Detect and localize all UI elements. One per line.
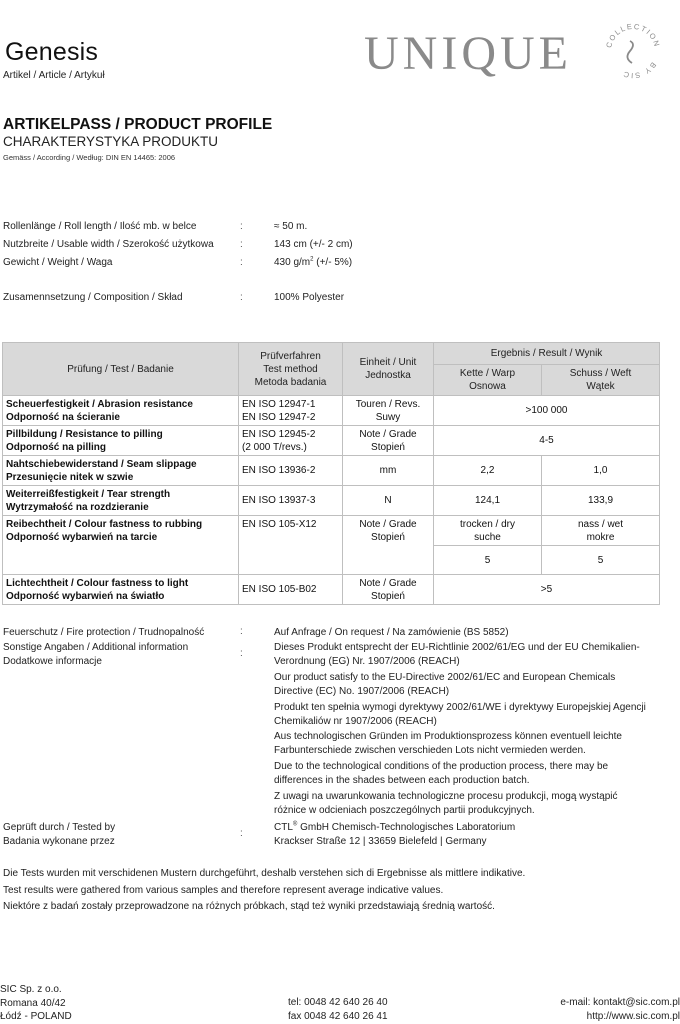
additional-info-paragraph: Due to the technological conditions of the production process, there may be differences in the shades between each production batch. [274,761,609,786]
fire-protection-label: Feuerschutz / Fire protection / Trudnopalność [3,627,205,638]
header-result: Ergebnis / Result / Wynik [434,343,660,365]
test-result-wet: 5 [542,546,660,575]
additional-info-paragraph: Z uwagi na uwarunkowania technologiczne procesu produkcji, mogą wystąpić różnice w odcieniach poszczególnych partii produkcyjnych. [274,791,618,816]
footer-contact [560,996,680,1023]
footer-company: SIC Sp. z o.o. [0,984,62,995]
test-name: Nahtschiebewiderstand / Seam slippage Przesunięcie nitek w szwie [3,456,239,486]
additional-info-paragraph: Our product satisfy to the EU-Directive 2002/61/EC and European Chemicals Directive (EC) No. 1907/2006 (REACH) [274,672,616,697]
test-name: Scheuerfestigkeit / Abrasion resistance Odporność na ścieranie [3,396,239,426]
svg-text:COLLECTION: COLLECTION [604,21,662,49]
brand-logo [362,21,662,90]
property-label: Nutzbreite / Usable width / Szerokość użytkowa [3,239,214,250]
property-label: Zusamennsetzung / Composition / Skład [3,292,183,303]
fire-protection-value: Auf Anfrage / On request / Na zamówienie (BS 5852) [274,627,509,638]
additional-info-paragraph: Dieses Produkt entsprecht der EU-Richtlinie 2002/61/EG und der EU Chemikalien- Verordnung (EG) Nr. 1907/2006 (REACH) [274,642,640,667]
property-value: 100% Polyester [274,292,345,303]
footer-address [0,983,72,1024]
header-test: Prüfung / Test / Badanie [3,343,239,396]
svg-text:BY SIC: BY SIC [621,60,659,81]
additional-info-label: Sonstige Angaben / Additional information [3,642,189,653]
table-row [3,396,660,426]
test-method: EN ISO 13937-3 [239,486,343,516]
test-condition-wet: nass / wet mokre [542,516,660,546]
test-unit: N [343,486,434,516]
footer-street: Romana 40/42 [0,997,66,1009]
test-unit: Note / Grade Stopień [343,516,434,575]
test-result: 4-5 [434,426,660,456]
footer-fax: fax 0048 42 640 26 41 [288,1010,388,1022]
test-results-table [2,342,660,605]
brand-wordmark: UNIQUE [364,27,572,80]
footer-email-link[interactable]: e-mail: kontakt@sic.com.pl [560,997,680,1008]
test-result-weft: 1,0 [542,456,660,486]
property-label: Rollenlänge / Roll length / Ilość mb. w belce [3,221,197,232]
test-result: >5 [434,575,660,605]
test-result: >100 000 [434,396,660,426]
additional-info-paragraph: Produkt ten spełnia wymogi dyrektywy 2002/61/WE i dyrektywy Europejskiej Agencji Chemikaliów nr 1907/2006 (REACH) [274,702,646,727]
test-result-dry: 5 [434,546,542,575]
test-method: EN ISO 12945-2 (2 000 T/revs.) [239,426,343,456]
test-unit: Touren / Revs. Suwy [343,396,434,426]
note-pl: Niektóre z badań zostały przeprowadzone na różnych próbkach, stąd też wyniki przedstawiają średnią wartość. [3,901,495,912]
test-result-warp: 124,1 [434,486,542,516]
table-row [3,456,660,486]
table-row [3,516,660,546]
collection-by-sic-ring-icon [602,20,664,82]
header-method: Prüfverfahren Test method Metoda badania [239,343,343,396]
test-name: Weiterreißfestigkeit / Tear strength Wytrzymałość na rozdzieranie [3,486,239,516]
test-method: EN ISO 13936-2 [239,456,343,486]
header-unit: Einheit / Unit Jednostka [343,343,434,396]
test-name: Pillbildung / Resistance to pilling Odporność na pilling [3,426,239,456]
test-condition-dry: trocken / dry suche [434,516,542,546]
test-unit: Note / Grade Stopień [343,426,434,456]
footer-website-link[interactable]: http://www.sic.com.pl [586,1010,680,1022]
article-label: Artikel / Article / Artykuł [3,70,105,81]
profile-title: ARTIKELPASS / PRODUCT PROFILE [3,116,273,133]
note-de: Die Tests wurden mit verschidenen Mustern durchgeführt, deshalb verstehen sich di Ergebnisse als mittlere indikative. [3,868,526,879]
test-method: EN ISO 12947-1 EN ISO 12947-2 [239,396,343,426]
tested-by-lab: CTL® GmbH Chemisch-Technologisches Laboratorium Krackser Straße 12 | 33659 Bielefeld | Germany [274,821,516,847]
property-value: 430 $g/m^2$ (+/- 5%) [274,256,353,268]
additional-info-label-pl: Dodatkowe informacje [3,656,102,667]
tested-by-label-pl: Badania wykonane przez [3,836,115,847]
test-method: EN ISO 105-B02 [239,575,343,605]
profile-title-pl: CHARAKTERYSTYKA PRODUKTU [3,134,219,149]
footer-phone [288,996,388,1023]
tested-by-label: Geprüft durch / Tested by [3,822,116,833]
property-label: Gewicht / Weight / Waga [3,257,113,268]
test-unit: Note / Grade Stopień [343,575,434,605]
table-row [3,426,660,456]
test-name: Lichtechtheit / Colour fastness to light Odporność wybarwień na światło [3,575,239,605]
table-row [3,575,660,605]
note-en: Test results were gathered from various samples and therefore represent average indicative values. [3,885,444,896]
header-weft: Schuss / Weft Wątek [542,365,660,396]
property-value: ≈ 50 m. [274,221,308,232]
article-name: Genesis [5,38,99,66]
additional-info-paragraph: Aus technologischen Gründen im Produktionsprozess können eventuell leichte Farbunterschiede zwischen verschieden Lots nicht vermieden werden. [274,731,622,756]
test-name: Reibechtheit / Colour fastness to rubbing Odporność wybarwień na tarcie [3,516,239,575]
footer-tel: tel: 0048 42 640 26 40 [288,997,388,1008]
profile-standard: Gemäss / According / Według: DIN EN 14465: 2006 [3,153,176,162]
test-unit: mm [343,456,434,486]
test-method: EN ISO 105-X12 [239,516,343,575]
footer-city: Łódź - POLAND [0,1011,72,1022]
test-result-warp: 2,2 [434,456,542,486]
test-result-weft: 133,9 [542,486,660,516]
property-value: 143 cm (+/- 2 cm) [274,239,353,250]
table-row [3,486,660,516]
header-warp: Kette / Warp Osnowa [434,365,542,396]
